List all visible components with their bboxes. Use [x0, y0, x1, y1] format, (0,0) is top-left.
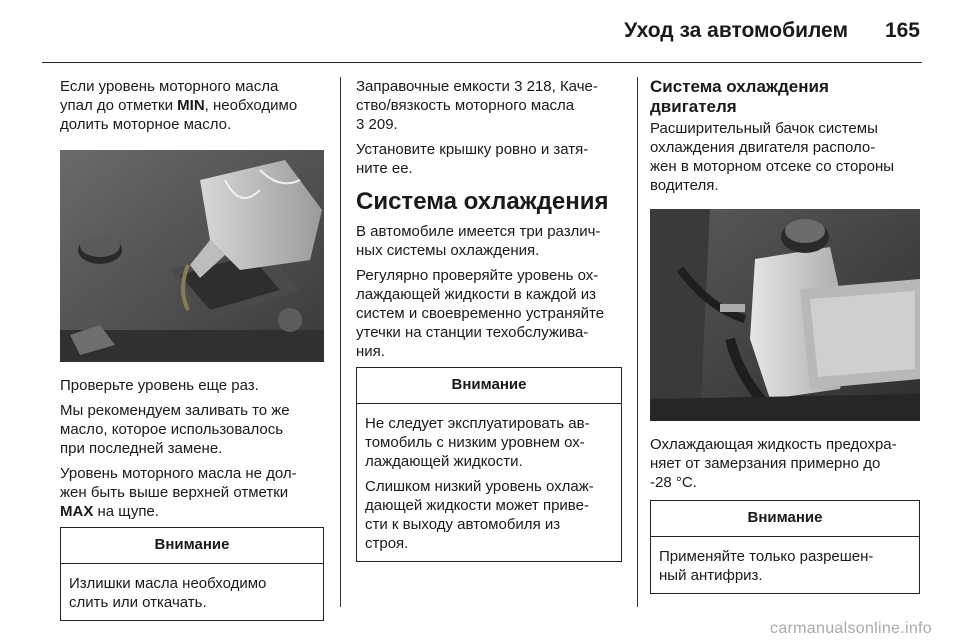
cap-install-paragraph: Установите крышку ровно и затя- ните ее. — [356, 141, 589, 177]
min-mark: MIN — [177, 97, 205, 114]
max-level-paragraph: Уровень моторного масла не дол- жен быть выше верхней отметки MAX на щупе. — [60, 465, 297, 520]
warning-box-antifreeze — [650, 500, 920, 594]
page-ref-arrow-icon: 3 — [514, 78, 523, 95]
recommend-paragraph: Мы рекомендуем заливать то же масло, которое использовалось при последней замене. — [60, 402, 290, 457]
capacities-reference: Заправочные емкости 3 218, Каче- ство/вязкость моторного масла 3 209. — [356, 78, 598, 133]
coolant-reservoir-illustration — [650, 209, 920, 421]
max-mark: MAX — [60, 503, 94, 520]
section-heading-engine-cooling: Система охлаждения двигателя — [650, 77, 829, 116]
watermark: carmanualsonline.info — [770, 620, 932, 637]
column-2 — [356, 77, 622, 562]
reservoir-location-paragraph: Расширительный бачок системы охлаждения двигателя располо- жен в моторном отсеке со стороны водителя. — [650, 120, 895, 194]
chapter-title: Уход за автомобилем — [624, 19, 848, 42]
intro-paragraph: Если уровень моторного масла упал до отметки MIN, необходимо долить моторное масло. — [60, 78, 298, 133]
cooling-intro-paragraph: В автомобиле имеется три различ- ных системы охлаждения. — [356, 223, 601, 259]
column-3 — [650, 77, 920, 594]
antifreeze-paragraph: Охлаждающая жидкость предохра- няет от замерзания примерно до -28 °C. — [650, 436, 897, 491]
warning-title: Внимание — [61, 528, 323, 564]
check-again-text: Проверьте уровень еще раз. — [60, 377, 259, 394]
warning-box-oil — [60, 527, 324, 621]
warning-body: Излишки масла необходимо слить или откачать. — [69, 575, 267, 611]
oil-filling-illustration — [60, 150, 324, 362]
warning-body: Не следует эксплуатировать ав- томобиль с низким уровнем ох- лаждающей жидкости. Слишком низкий уровень охлаж- дающей жидкости может приве- сти к выходу автомобиля из строя. — [365, 415, 594, 552]
warning-title: Внимание — [651, 501, 919, 537]
page-header — [0, 0, 960, 60]
page-ref-arrow-icon: 3 — [356, 116, 365, 133]
coolant-reservoir-photo — [650, 209, 920, 421]
header-rule — [42, 62, 922, 63]
check-level-paragraph: Регулярно проверяйте уровень ох- лаждающей жидкости в каждой из систем и своевременно устраняйте утечки на станции техобслужива- ния. — [356, 267, 605, 360]
oil-filling-photo — [60, 150, 324, 362]
section-heading-cooling: Система охлаждения — [356, 188, 609, 215]
page-number: 165 — [884, 19, 920, 42]
warning-box-coolant-low — [356, 367, 622, 562]
column-divider-1 — [340, 77, 341, 607]
warning-title: Внимание — [357, 368, 621, 404]
column-1 — [60, 77, 324, 621]
column-divider-2 — [637, 77, 638, 607]
warning-body: Применяйте только разрешен- ный антифриз. — [659, 548, 874, 584]
